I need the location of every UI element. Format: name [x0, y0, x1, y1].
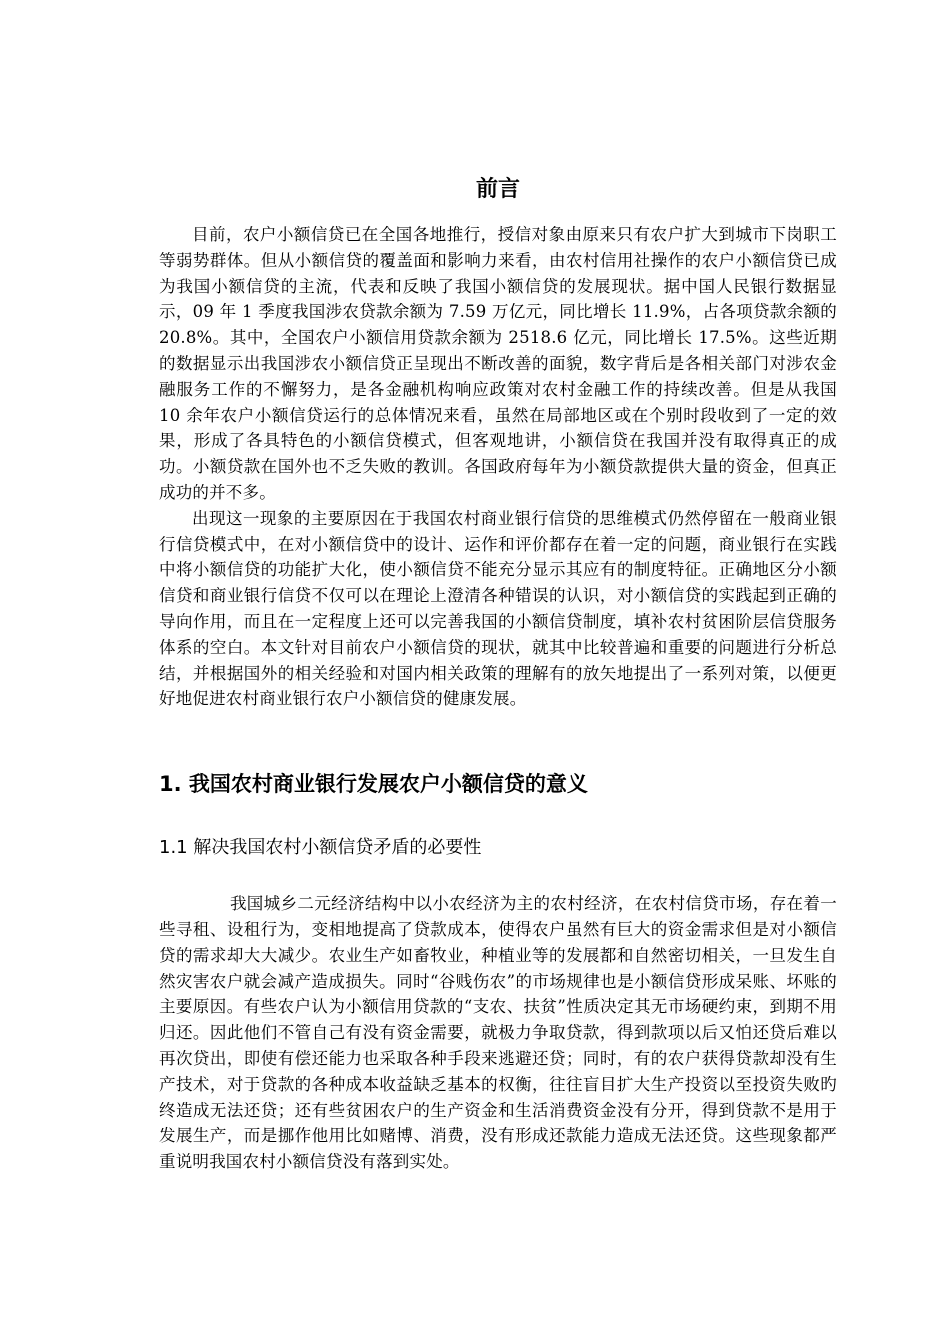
subsection-paragraph-1-1: 我国城乡二元经济结构中以小农经济为主的农村经济，在农村信贷市场，存在着一些寻租、设租行为，变相地提高了贷款成本，使得农户虽然有巨大的资金需求但是对小额信贷的需求却大大减少。农业生产如畜牧业，种植业等的发展都和自然密切相关，一旦发生自然灾害农户就会减产造成损失。同时“谷贱伤农”的市场规律也是小额信贷形成呆账、坏账的主要原因。有些农户认为小额信用贷款的“支农、扶贫”性质决定其无市场硬约束，到期不用归还。因此他们不管自己有没有资金需要，就极力争取贷款，得到款项以后又怕还贷后难以再次贷出，即使有偿还能力也采取各种手段来逃避还贷；同时，有的农户获得贷款却没有生产技术，对于贷款的各种成本收益缺乏基本的权衡，往往盲目扩大生产投资以至投资失败旳终造成无法还贷；还有些贫困农户的生产资金和生活消费资金没有分开，得到贷款不是用于发展生产，而是挪作他用比如赌博、消费，没有形成还款能力造成无法还贷。这些现象都严重说明我国农村小额信贷没有落到实处。	[159, 894, 837, 1172]
section-heading-1: 1. 我国农村商业银行发展农户小额信贷的意义	[159, 772, 588, 797]
preface-paragraph-2: 出现这一现象的主要原因在于我国农村商业银行信贷的思维模式仍然停留在一般商业银行信贷模式中，在对小额信贷中的设计、运作和评价都存在着一定的问题，商业银行在实践中将小额信贷的功能扩大化，使小额信贷不能充分显示其应有的制度特征。正确地区分小额信贷和商业银行信贷不仅可以在理论上澄清各种错误的认识，对小额信贷的实践起到正确的导向作用，而且在一定程度上还可以完善我国的小额信贷制度，填补农村贫困阶层信贷服务体系的空白。本文针对目前农户小额信贷的现状，就其中比较普遍和重要的问题进行分析总结，并根据国外的相关经验和对国内相关政策的理解有的放矢地提出了一系列对策，以便更好地促进农村商业银行农户小额信贷的健康发展。	[159, 508, 837, 709]
preface-paragraph-1: 目前，农户小额信贷已在全国各地推行，授信对象由原来只有农户扩大到城市下岗职工等弱势群体。但从小额信贷的覆盖面和影响力来看，由农村信用社操作的农户小额信贷已成为我国小额信贷的主流，代表和反映了我国小额信贷的发展现状。据中国人民银行数据显示，09 年 1 季度我国涉农贷款余额为 7.59 万亿元，同比增长 11.9%，占各项贷款余额的 20.8%。其中，全国农户小额信用贷款余额为 2518.6 亿元，同比增长 17.5%。这些近期的数据显示出我国涉农小额信贷正呈现出不断改善的面貌，数字背后是各相关部门对涉农金融服务工作的不懈努力，是各金融机构响应政策对农村金融工作的持续改善。但是从我国 10 余年农户小额信贷运行的总体情况来看，虽然在局部地区或在个别时段收到了一定的效果，形成了各具特色的小额信贷模式，但客观地讲，小额信贷在我国并没有取得真正的成功。小额贷款在国外也不乏失败的教训。各国政府每年为小额贷款提供大量的资金，但真正成功的并不多。	[159, 225, 837, 502]
document-body	[159, 170, 837, 1175]
page-title: 前言	[475, 177, 520, 202]
subsection-heading-1-1: 1.1 解决我国农村小额信贷矛盾的必要性	[159, 837, 482, 859]
